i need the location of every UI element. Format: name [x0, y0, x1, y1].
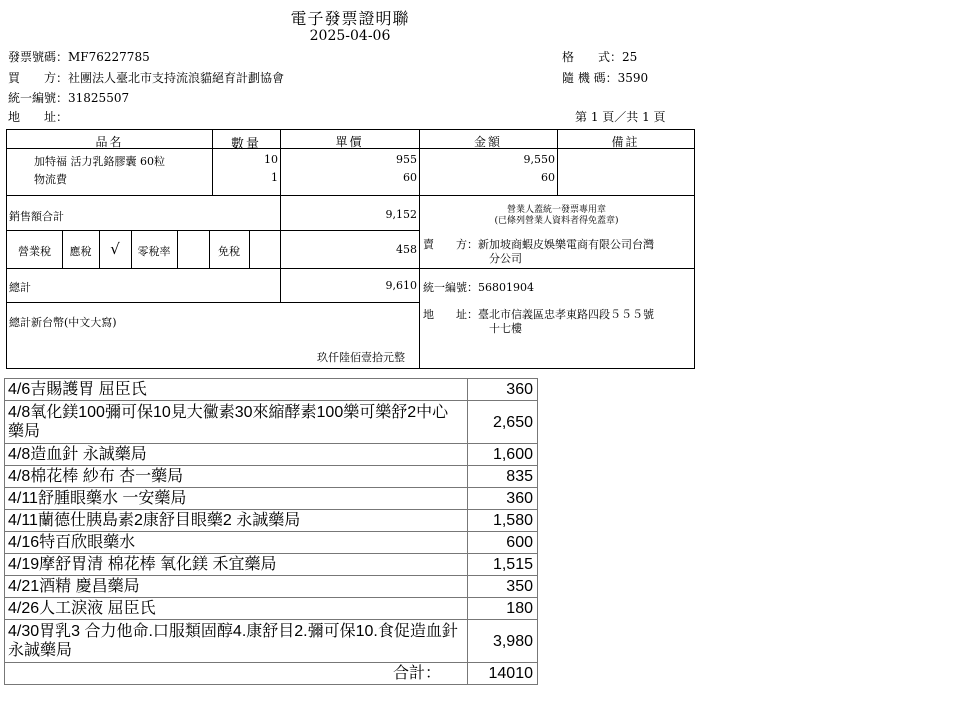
seller-tax-id-row: [423, 279, 534, 295]
table-row: [5, 444, 538, 466]
table-row: [5, 510, 538, 532]
total-row: [5, 663, 538, 685]
expense-amount: 360: [468, 488, 538, 510]
expense-desc: 4/16特百欣眼藥水: [5, 532, 468, 554]
expense-amount: 180: [468, 598, 538, 620]
seller-label: 賣 方：: [423, 238, 478, 251]
buyer-tax-id-row: [8, 89, 129, 106]
buyer-tax-id: 31825507: [68, 91, 130, 105]
buyer-label: 買 方：: [8, 71, 69, 85]
expense-amount: 600: [468, 532, 538, 554]
format-label: 格 式：: [562, 50, 623, 64]
zero-rate-label: 零稅率: [137, 245, 171, 258]
exempt-label: 免稅: [218, 245, 240, 258]
sales-total-label: 銷售額合計: [9, 210, 64, 223]
tax-label: 營業稅: [18, 245, 51, 258]
buyer-tax-id-label: 統一編號：: [8, 91, 69, 105]
table-row: [5, 488, 538, 510]
table-row: [5, 532, 538, 554]
expense-amount: 1,515: [468, 554, 538, 576]
expense-total: 14010: [468, 663, 538, 685]
item-amount: 9,550: [523, 153, 555, 166]
expense-desc: 4/11蘭德仕胰島素2康舒目眼藥2 永誠藥局: [5, 510, 468, 532]
seller-row: [423, 236, 654, 252]
random-code-row: [562, 69, 648, 86]
item-qty: 1: [271, 171, 278, 184]
col-header-item: 品名: [95, 135, 124, 149]
invoice-number-row: [8, 48, 150, 65]
col-header-remark: 備註: [611, 135, 640, 149]
buyer-name: 社團法人臺北市支持流浪貓絕育計劃協會: [68, 71, 285, 85]
document-date: 2025-04-06: [309, 28, 391, 44]
taxable-label: 應稅: [69, 245, 92, 258]
buyer-row: [8, 69, 284, 86]
expense-amount: 360: [468, 379, 538, 401]
col-header-amount: 金額: [473, 135, 502, 149]
item-amount: 60: [541, 171, 555, 184]
item-price: 60: [403, 171, 417, 184]
expense-desc: 4/19摩舒胃清 棉花棒 氧化鎂 禾宜藥局: [5, 554, 468, 576]
item-price: 955: [396, 153, 417, 166]
buyer-address-label: 地 址：: [8, 110, 69, 124]
random-code: 3590: [617, 71, 649, 85]
item-qty: 10: [264, 153, 278, 166]
item-name: 加特福 活力乳鉻膠囊 60粒: [34, 155, 165, 168]
col-header-unit-price: 單價: [335, 135, 364, 149]
format-value: 25: [622, 50, 638, 64]
grand-total-label: 總計: [9, 281, 31, 294]
grand-total: 9,610: [385, 279, 417, 292]
seller-tax-id-label: 統一編號：: [423, 281, 478, 294]
invoice-table: [6, 129, 695, 369]
format-row: [562, 48, 637, 65]
expense-desc: 4/26人工淚液 屈臣氏: [5, 598, 468, 620]
table-row: [5, 598, 538, 620]
expense-desc: 4/21酒精 慶昌藥局: [5, 576, 468, 598]
total-chinese: 玖仟陸佰壹拾元整: [317, 351, 405, 364]
sales-total: 9,152: [385, 208, 417, 221]
tax-amount: 458: [396, 243, 417, 256]
item-name: 物流費: [34, 173, 67, 186]
expense-total-label: 合計：: [5, 663, 468, 685]
taxable-check-icon: √: [110, 240, 120, 258]
expense-desc: 4/8棉花棒 紗布 杏一藥局: [5, 466, 468, 488]
table-row: [5, 554, 538, 576]
expense-desc: 4/8造血針 永誠藥局: [5, 444, 468, 466]
seller-address-label: 地 址：: [423, 308, 478, 321]
table-row: [5, 620, 538, 663]
expense-amount: 3,980: [468, 620, 538, 663]
random-code-label: 隨 機 碼：: [562, 71, 618, 85]
expense-amount: 1,580: [468, 510, 538, 532]
expense-desc: 4/6吉賜護胃 屈臣氏: [5, 379, 468, 401]
expense-amount: 350: [468, 576, 538, 598]
seller-address-line2: 十七樓: [489, 322, 522, 335]
seller-name-line2: 分公司: [489, 252, 522, 265]
expense-amount: 2,650: [468, 401, 538, 444]
expense-desc: 4/8氧化鎂100彌可保10見大黴素30來縮酵素100樂可樂舒2中心藥局: [5, 401, 468, 444]
invoice-number: MF76227785: [68, 50, 150, 64]
page-info: 第 1 頁／共 1 頁: [575, 110, 666, 124]
table-row: [5, 379, 538, 401]
seller-tax-id: 56801904: [478, 281, 534, 294]
table-row: [5, 576, 538, 598]
col-header-qty: 數量: [230, 137, 261, 152]
expense-desc: 4/30胃乳3 合力他命.口服類固醇4.康舒目2.彌可保10.食促造血針 永誠藥局: [5, 620, 468, 663]
expense-desc: 4/11舒腫眼藥水 一安藥局: [5, 488, 468, 510]
table-row: [5, 401, 538, 444]
expense-amount: 1,600: [468, 444, 538, 466]
seller-address: 臺北市信義區忠孝東路四段５５５號: [478, 308, 654, 321]
expense-amount: 835: [468, 466, 538, 488]
invoice-number-label: 發票號碼：: [8, 50, 69, 64]
document-title: 電子發票證明聯: [290, 9, 410, 28]
table-row: [5, 466, 538, 488]
seller-address-row: [423, 306, 654, 322]
total-chinese-label: 總計新台幣(中文大寫): [9, 316, 117, 329]
seller-name: 新加坡商蝦皮娛樂電商有限公司台灣: [478, 238, 654, 251]
stamp-note-line2: (已條列營業人資料者得免蓋章): [494, 216, 619, 226]
expense-table: [4, 378, 538, 685]
stamp-note-line1: 營業人蓋統一發票專用章: [506, 205, 606, 215]
